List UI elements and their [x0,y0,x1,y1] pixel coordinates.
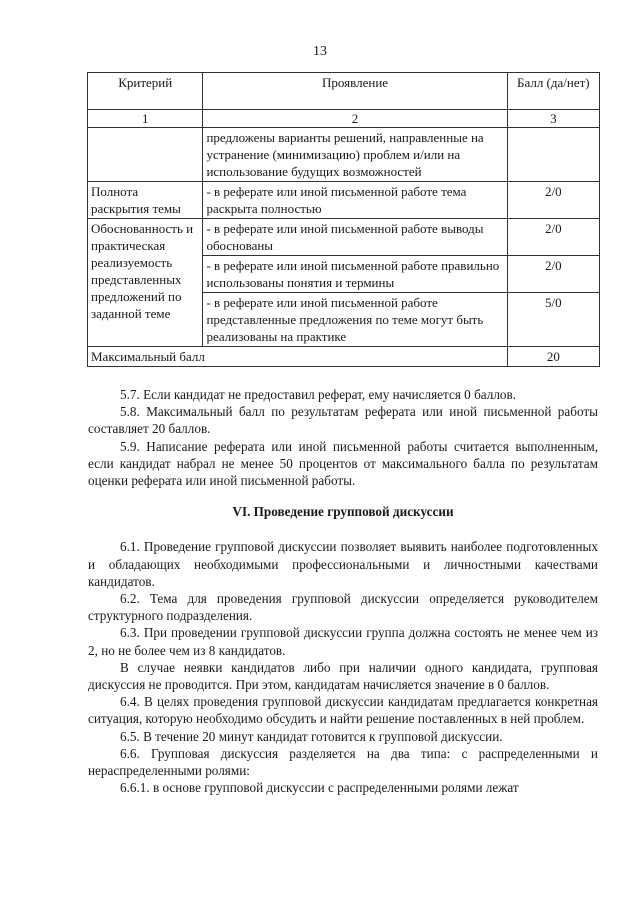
column-number: 2 [203,110,507,128]
criteria-table [87,72,600,367]
table-total-row [88,347,600,367]
criterion-cell [88,128,203,182]
paragraph: 6.2. Тема для проведения групповой дискуссии определяется руководителем структурного подразделения. [88,591,598,624]
score-cell: 2/0 [507,182,599,219]
column-number: 1 [88,110,203,128]
score-cell: 5/0 [507,293,599,347]
manifestation-cell: - в реферате или иной письменной работе правильно использованы понятия и термины [203,256,507,293]
table-row [88,128,600,182]
total-label: Максимальный балл [88,347,508,367]
table-header-row [88,73,600,110]
header-score: Балл (да/нет) [507,73,599,110]
table-row [88,182,600,219]
paragraph: 5.9. Написание реферата или иной письменной работы считается выполненным, если кандидат набрал не менее 50 процентов от максимального балла по результатам оценки реферата или иной письменной работы. [88,438,598,489]
paragraph: 6.1. Проведение групповой дискуссии позволяет выявить наиболее подготовленных и обладающих необходимыми профессиональными и личностными качествами кандидатов. [88,539,598,589]
paragraph: 6.6.1. в основе групповой дискуссии с распределенными ролями лежат [120,780,519,796]
manifestation-cell: предложены варианты решений, направленные на устранение (минимизацию) проблем и/или на использование будущих возможностей [203,128,507,182]
paragraph: 6.6. Групповая дискуссия разделяется на два типа: с распределенными и нераспределенными ролями: [88,745,598,779]
header-manifestation: Проявление [203,73,507,110]
document-body [88,386,598,796]
manifestation-cell: - в реферате или иной письменной работе представленные предложения по теме могут быть реализованы на практике [203,293,507,347]
criterion-cell: Обоснованность и практическая реализуемость представленных предложений по заданной теме [88,219,203,347]
paragraph: 6.3. При проведении групповой дискуссии группа должна состоять не менее чем из 2, но не более чем из 8 кандидатов. [88,625,598,658]
paragraph: 5.8. Максимальный балл по результатам реферата или иной письменной работы составляет 20 баллов. [88,404,598,437]
column-number-row [88,110,600,128]
criterion-cell: Полнота раскрытия темы [88,182,203,219]
table-row [88,219,600,256]
manifestation-cell: - в реферате или иной письменной работе тема раскрыта полностью [203,182,507,219]
score-cell [507,128,599,182]
section-title: VI. Проведение групповой дискуссии [232,504,454,520]
paragraph: 6.4. В целях проведения групповой дискуссии кандидатам предлагается конкретная ситуация, которую необходимо обсудить и найти решение поставленных в ней проблем. [88,694,598,727]
score-cell: 2/0 [507,256,599,293]
manifestation-cell: - в реферате или иной письменной работе выводы обоснованы [203,219,507,256]
header-criterion: Критерий [88,73,203,110]
paragraph: 5.7. Если кандидат не предоставил реферат, ему начисляется 0 баллов. [120,387,517,402]
page-number: 13 [313,44,327,59]
paragraph: 6.5. В течение 20 минут кандидат готовится к групповой дискуссии. [120,728,503,744]
total-score: 20 [507,347,599,367]
score-cell: 2/0 [507,219,599,256]
paragraph: В случае неявки кандидатов либо при наличии одного кандидата, групповая дискуссия не проводится. При этом, кандидатам начисляется значение в 0 баллов. [88,659,598,693]
column-number: 3 [507,110,599,128]
